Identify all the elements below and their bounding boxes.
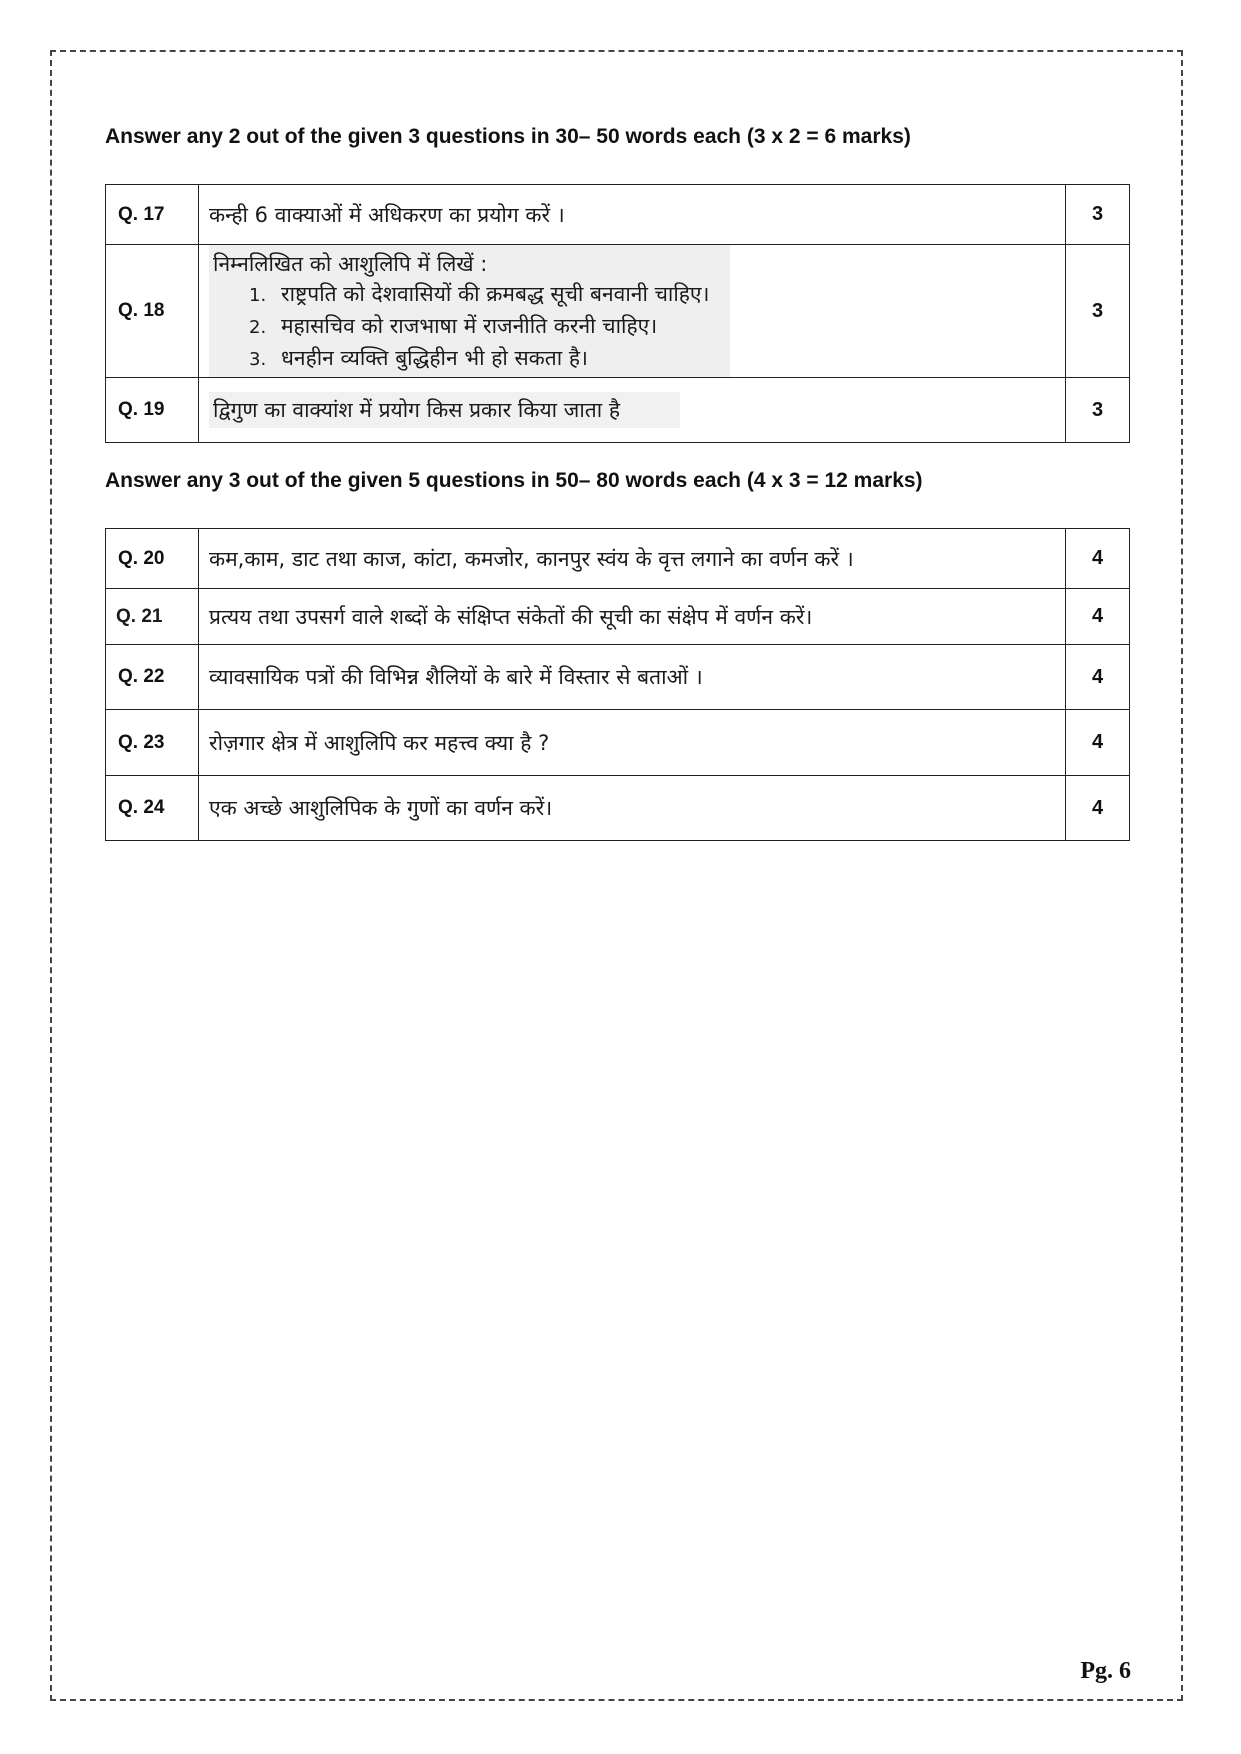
question-row-23 <box>106 710 1130 776</box>
question-text <box>199 776 1066 841</box>
question-marks: 3 <box>1066 245 1130 378</box>
question-text <box>199 378 1066 443</box>
question-number: Q. 20 <box>106 529 199 589</box>
question-text-content: कम,काम, डाट तथा काज, कांटा, कमजोर, कानपुर स्वंय के वृत्त लगाने का वर्णन करें । <box>209 546 854 571</box>
question-text <box>199 589 1066 645</box>
question-row-21 <box>106 589 1130 645</box>
question-text-content: द्विगुण का वाक्यांश में प्रयोग किस प्रकार किया जाता है <box>209 392 680 428</box>
question-text <box>199 185 1066 245</box>
question-text-content: एक अच्छे आशुलिपिक के गुणों का वर्णन करें। <box>209 796 553 820</box>
section-a-question-table <box>105 184 1130 443</box>
sub-item-number: 1. <box>249 285 267 306</box>
question-text-content: निम्नलिखित को आशुलिपि में लिखें : <box>213 252 488 276</box>
section-b-question-table <box>105 528 1130 841</box>
page-number: Pg. 6 <box>1080 1658 1131 1684</box>
question-number: Q. 21 <box>106 589 199 645</box>
question-row-20 <box>106 529 1130 589</box>
question-text <box>199 529 1066 589</box>
sub-item <box>213 343 710 375</box>
question-text <box>199 645 1066 710</box>
question-number: Q. 23 <box>106 710 199 776</box>
question-row-22 <box>106 645 1130 710</box>
question-marks: 4 <box>1066 645 1130 710</box>
question-row-24 <box>106 776 1130 841</box>
question-row-17 <box>106 185 1130 245</box>
sub-item <box>213 311 710 343</box>
sub-item-text: महासचिव को राजभाषा में राजनीति करनी चाहिए। <box>281 314 658 338</box>
question-text-content: प्रत्यय तथा उपसर्ग वाले शब्दों के संक्षिप्त संकेतों की सूची का संक्षेप में वर्णन करें। <box>209 604 813 629</box>
question-number: Q. 24 <box>106 776 199 841</box>
question-text-content: व्यावसायिक पत्रों की विभिन्न शैलियों के बारे में विस्तार से बताओं । <box>209 665 703 689</box>
question-text <box>199 245 1066 378</box>
question-number: Q. 18 <box>106 245 199 378</box>
question-row-18 <box>106 245 1130 378</box>
question-text-content: कन्ही 6 वाक्याओं में अधिकरण का प्रयोग करें । <box>209 202 565 227</box>
question-text-content: रोज़गार क्षेत्र में आशुलिपि कर महत्त्व क्या है ? <box>209 730 550 755</box>
question-marks: 3 <box>1066 185 1130 245</box>
question-text <box>199 710 1066 776</box>
section-a-instruction: Answer any 2 out of the given 3 questions in 30– 50 words each (3 x 2 = 6 marks) <box>105 125 911 148</box>
question-marks: 4 <box>1066 776 1130 841</box>
question-number: Q. 19 <box>106 378 199 443</box>
question-marks: 4 <box>1066 529 1130 589</box>
sub-item-number: 2. <box>249 317 267 338</box>
question-number: Q. 17 <box>106 185 199 245</box>
sub-item <box>213 279 710 311</box>
section-b-instruction: Answer any 3 out of the given 5 questions in 50– 80 words each (4 x 3 = 12 marks) <box>105 469 923 492</box>
scanned-question-block <box>209 245 730 377</box>
sub-item-text: धनहीन व्यक्ति बुद्धिहीन भी हो सकता है। <box>281 346 588 370</box>
question-marks: 4 <box>1066 710 1130 776</box>
question-marks: 3 <box>1066 378 1130 443</box>
question-marks: 4 <box>1066 589 1130 645</box>
question-number: Q. 22 <box>106 645 199 710</box>
sub-item-text: राष्ट्रपति को देशवासियों की क्रमबद्ध सूची बनवानी चाहिए। <box>281 282 710 306</box>
sub-item-number: 3. <box>249 349 267 370</box>
question-row-19 <box>106 378 1130 443</box>
